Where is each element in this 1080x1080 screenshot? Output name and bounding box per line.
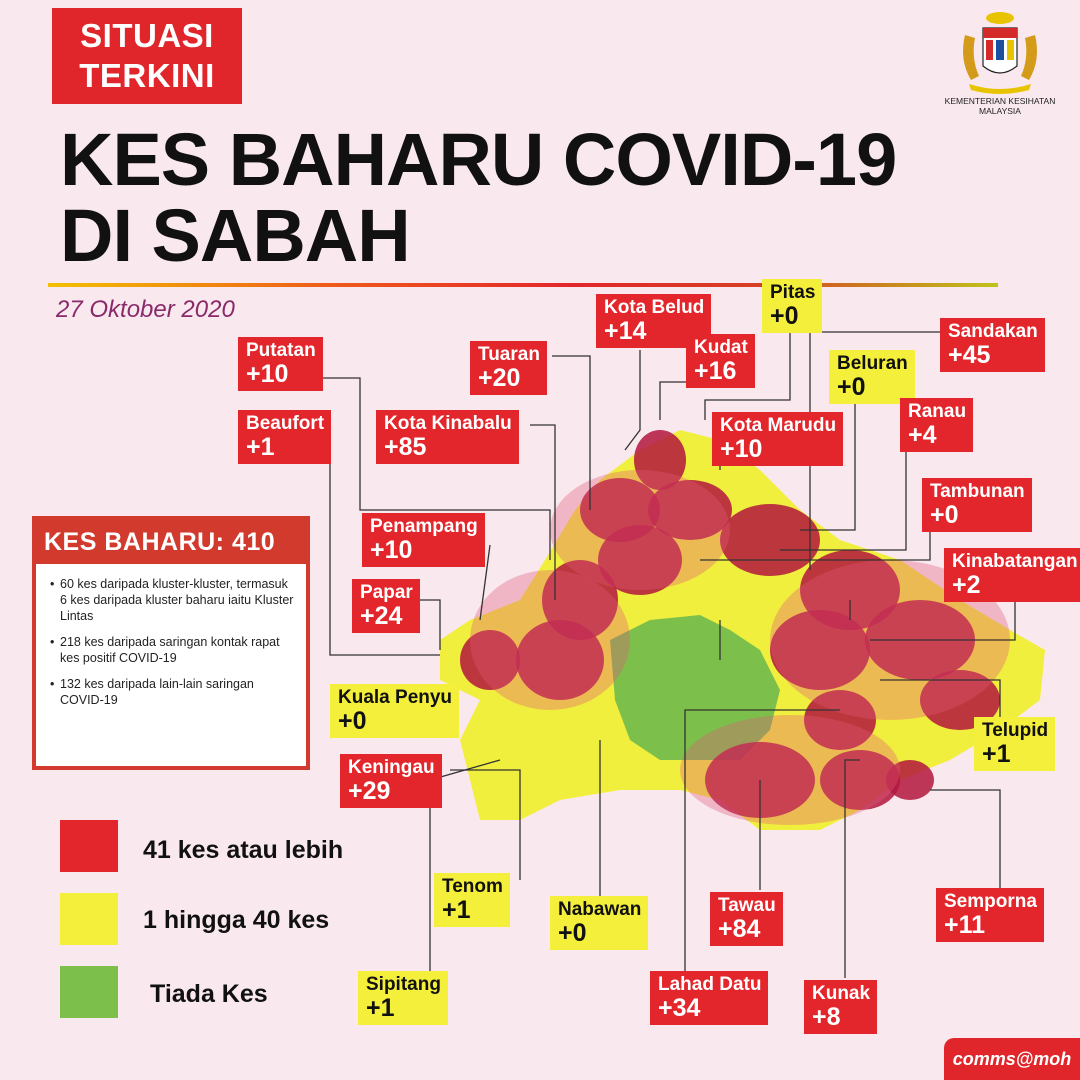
district-label-tuaran: [470, 341, 547, 395]
legend-label-red: 41 kes atau lebih: [143, 836, 344, 864]
district-name: Ranau: [908, 401, 967, 422]
district-new-cases: +10: [246, 360, 289, 388]
district-new-cases: +20: [478, 364, 521, 392]
district-name: Kota Kinabalu: [384, 413, 512, 434]
district-label-beluran: [829, 350, 915, 404]
district-name: Penampang: [370, 516, 478, 537]
summary-item: • 132 kes daripada lain-lain saringan COVID-19: [52, 676, 298, 708]
district-name: Tawau: [718, 895, 776, 916]
district-new-cases: +14: [604, 317, 647, 345]
district-name: Keningau: [348, 757, 435, 778]
district-new-cases: +10: [370, 536, 413, 564]
district-label-tawau: [710, 892, 783, 946]
badge-line-2: TERKINI: [79, 57, 215, 94]
district-label-kudat: [686, 334, 755, 388]
summary-heading: KES BAHARU: 410: [36, 520, 306, 564]
district-label-papar: [352, 579, 420, 633]
district-label-kuala-penyu: [330, 684, 459, 738]
legend-swatch-green: [60, 966, 118, 1018]
badge-line-1: SITUASI: [80, 17, 214, 54]
district-name: Tambunan: [930, 481, 1025, 502]
district-name: Nabawan: [558, 899, 642, 920]
summary-list: [36, 576, 306, 708]
district-name: Kudat: [694, 337, 748, 358]
district-label-nabawan: [550, 896, 648, 950]
district-new-cases: +0: [770, 302, 799, 330]
district-name: Beaufort: [246, 413, 325, 434]
district-name: Telupid: [982, 720, 1049, 741]
district-new-cases: +8: [812, 1003, 841, 1031]
district-name: Kuala Penyu: [338, 687, 453, 708]
district-new-cases: +1: [982, 740, 1011, 768]
district-name: Sandakan: [948, 321, 1038, 342]
district-name: Kunak: [812, 983, 871, 1004]
district-label-tambunan: [922, 478, 1032, 532]
page-title-line-2: DI SABAH: [60, 194, 410, 277]
district-new-cases: +0: [930, 501, 959, 529]
district-new-cases: +16: [694, 357, 737, 385]
district-new-cases: +24: [360, 602, 403, 630]
district-name: Kota Belud: [604, 297, 705, 318]
district-label-semporna: [936, 888, 1044, 942]
summary-item: • 60 kes daripada kluster-kluster, termasuk 6 kes daripada kluster baharu iaitu Kluster Lintas: [52, 576, 298, 624]
ministry-line-1: KEMENTERIAN KESIHATAN: [944, 96, 1056, 106]
footer-credit: comms@moh: [944, 1038, 1080, 1080]
district-name: Semporna: [944, 891, 1037, 912]
district-label-sandakan: [940, 318, 1045, 372]
district-label-kinabatangan: [944, 548, 1080, 602]
district-new-cases: +0: [338, 707, 367, 735]
district-label-sipitang: [358, 971, 448, 1025]
district-new-cases: +11: [944, 911, 986, 939]
district-new-cases: +85: [384, 433, 427, 461]
report-date: 27 Oktober 2020: [56, 296, 235, 323]
district-name: Kota Marudu: [720, 415, 837, 436]
district-name: Papar: [360, 582, 413, 603]
district-label-beaufort: [238, 410, 331, 464]
district-label-putatan: [238, 337, 323, 391]
district-name: Tuaran: [478, 344, 540, 365]
district-label-kota-marudu: [712, 412, 843, 466]
district-new-cases: +29: [348, 777, 391, 805]
district-new-cases: +34: [658, 994, 701, 1022]
district-label-kunak: [804, 980, 877, 1034]
district-label-pitas: [762, 279, 822, 333]
district-label-lahad-datu: [650, 971, 768, 1025]
district-label-telupid: [974, 717, 1055, 771]
district-new-cases: +1: [366, 994, 395, 1022]
district-label-penampang: [362, 513, 485, 567]
district-new-cases: +45: [948, 341, 991, 369]
district-name: Beluran: [837, 353, 908, 374]
district-name: Pitas: [770, 282, 816, 303]
legend-label-yellow: 1 hingga 40 kes: [143, 906, 330, 934]
district-name: Sipitang: [366, 974, 441, 995]
ministry-line-2: MALAYSIA: [979, 106, 1021, 116]
hotspot-ranau: [720, 504, 820, 576]
district-label-tenom: [434, 873, 510, 927]
district-name: Putatan: [246, 340, 316, 361]
district-new-cases: +10: [720, 435, 763, 463]
district-label-ranau: [900, 398, 973, 452]
legend-swatch-red: [60, 820, 118, 872]
district-new-cases: +2: [952, 571, 981, 599]
district-name: Kinabatangan: [952, 551, 1078, 572]
district-name: Tenom: [442, 876, 503, 897]
district-new-cases: +0: [558, 919, 587, 947]
district-new-cases: +4: [908, 421, 937, 449]
legend-label-green: Tiada Kes: [150, 980, 268, 1008]
summary-item: • 218 kes daripada saringan kontak rapat kes positif COVID-19: [52, 634, 298, 666]
district-label-kota-kinabalu: [376, 410, 519, 464]
district-new-cases: +1: [246, 433, 275, 461]
page-title-line-1: KES BAHARU COVID-19: [60, 118, 897, 201]
district-new-cases: +1: [442, 896, 471, 924]
summary-box: [32, 516, 310, 770]
legend-swatch-yellow: [60, 893, 118, 945]
district-new-cases: +84: [718, 915, 761, 943]
district-label-keningau: [340, 754, 442, 808]
district-new-cases: +0: [837, 373, 866, 401]
district-name: Lahad Datu: [658, 974, 762, 995]
